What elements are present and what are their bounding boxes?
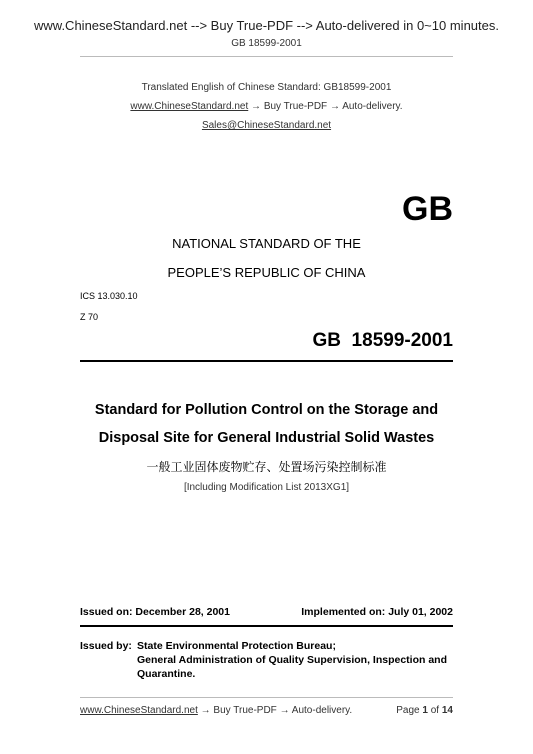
issued-date: Issued on: December 28, 2001 (80, 606, 230, 618)
header-banner: www.ChineseStandard.net --> Buy True-PDF --> Auto-delivered in 0~10 minutes. (34, 18, 499, 33)
dates-divider (80, 625, 453, 627)
page-total: 14 (441, 705, 453, 716)
arrow-icon: → (279, 705, 290, 716)
standard-number: GB 18599-2001 (312, 330, 453, 351)
issuer-line3: Quarantine. (137, 668, 196, 680)
z-code: Z 70 (80, 312, 99, 322)
page-indicator (396, 705, 453, 716)
issuer-label: Issued by: (80, 640, 132, 652)
title-chinese: 一般工业固体废物贮存、处置场污染控制标准 (146, 460, 387, 474)
arrow-icon: → (329, 101, 340, 112)
translated-links (0, 101, 533, 112)
arrow-icon: → (251, 101, 262, 112)
page-label: Page (396, 705, 420, 716)
page-number: 1 (422, 705, 428, 716)
of-label: of (430, 705, 440, 716)
title-line2: Disposal Site for General Industrial Solid Wastes (98, 430, 435, 446)
footer-auto-delivery-text: Auto-delivery. (291, 705, 353, 716)
site-link[interactable]: www.ChineseStandard.net (130, 101, 249, 112)
issuer-line2: General Administration of Quality Supervision, Inspection and (137, 654, 447, 666)
footer-divider (80, 697, 453, 698)
buy-text: Buy True-PDF (263, 101, 328, 112)
header-divider (80, 56, 453, 57)
header-standard-code: GB 18599-2001 (231, 38, 302, 49)
modification-note: [Including Modification List 2013XG1] (183, 482, 350, 493)
title-divider (80, 360, 453, 362)
ics-code: ICS 13.030.10 (80, 291, 138, 301)
footer-links (80, 705, 352, 716)
national-standard-line1: NATIONAL STANDARD OF THE (172, 236, 361, 251)
title-line1: Standard for Pollution Control on the Storage and (94, 402, 439, 418)
implemented-date: Implemented on: July 01, 2002 (301, 606, 453, 618)
footer-site-link[interactable]: www.ChineseStandard.net (80, 705, 198, 716)
email-row (0, 120, 533, 131)
auto-delivery-text: Auto-delivery. (342, 101, 403, 112)
arrow-icon: → (200, 705, 211, 716)
translated-note: Translated English of Chinese Standard: GB18599-2001 (141, 82, 392, 93)
issuer-line1: State Environmental Protection Bureau; (137, 640, 336, 652)
footer-buy-text: Buy True-PDF (213, 705, 277, 716)
national-standard-line2: PEOPLE’S REPUBLIC OF CHINA (167, 265, 366, 280)
gb-logo: GB (402, 190, 453, 228)
email-link[interactable]: Sales@ChineseStandard.net (201, 120, 332, 131)
